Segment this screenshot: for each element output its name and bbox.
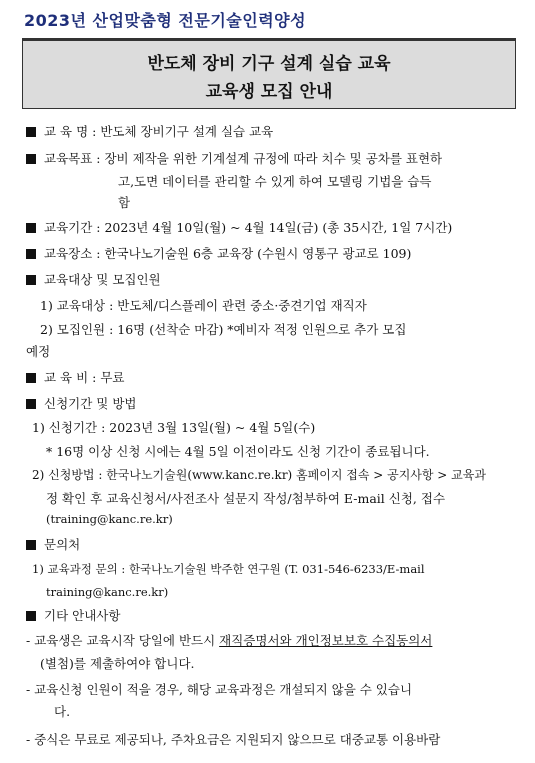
square-bullet-icon [26,275,36,285]
place-row: 교육장소 : 한국나노기술원 6층 교육장 (수원시 영통구 광교로 109) [26,248,411,261]
etc-item-2: - 교육신청 인원이 적을 경우, 해당 교육과정은 개설되지 않을 수 있습니 [26,682,413,697]
square-bullet-icon [26,127,36,137]
square-bullet-icon [26,154,36,164]
title-box [22,38,516,109]
etc-item-1-text: - 교육생은 교육시작 당일에 반드시 [26,633,220,648]
goal-label: 교육목표 [44,151,93,166]
contact-line-1: 1) 교육과정 문의 : 한국나노기술원 박주한 연구원 (T. 031-546-6233/E-mail [32,562,425,576]
goal-line-1: 장비 제작을 위한 기계설계 규정에 따라 치수 및 공차를 표현하 [104,151,443,166]
square-bullet-icon [26,540,36,550]
period-label: 교육기간 [44,220,93,235]
goal-row: 교육목표 : 장비 제작을 위한 기계설계 규정에 따라 치수 및 공차를 표현하 [26,153,442,166]
apply-item-2-line-2: 정 확인 후 교육신청서/사전조사 설문지 작성/첨부하여 E-mail 신청, 접수 [46,491,446,506]
etc-heading-row [26,610,120,623]
square-bullet-icon [26,373,36,383]
etc-item-2-cont: 다. [54,704,71,719]
document-header-title: 2023년 산업맞춤형 전문기술인력양성 [24,11,307,30]
fee-label: 교 육 비 [44,370,89,385]
fee-value: 무료 [100,370,125,385]
apply-item-1: 1) 신청기간 : 2023년 3월 13일(월) ~ 4월 5일(수) [32,420,316,435]
apply-item-2-line-3: (training@kanc.re.kr) [46,512,173,526]
contact-line-2: training@kanc.re.kr) [46,585,169,599]
square-bullet-icon [26,399,36,409]
fee-row: 교 육 비 : 무료 [26,372,125,385]
contact-heading: 문의처 [44,537,81,552]
etc-item-1 [26,635,432,648]
goal-line-3: 함 [118,195,131,210]
target-item-2-cont: 예정 [26,344,51,359]
goal-line-2: 고,도면 데이터를 관리할 수 있게 하여 모델링 기법을 습득 [118,174,432,189]
etc-heading: 기타 안내사항 [44,608,121,623]
target-item-1: 1) 교육대상 : 반도체/디스플레이 관련 중소·중견기업 재직자 [40,298,367,313]
period-value: 2023년 4월 10일(월) ~ 4월 14일(금) (총 35시간, 1일 7시간) [104,220,453,235]
apply-note: * 16명 이상 신청 시에는 4월 5일 이전이라도 신청 기간이 종료됩니다. [46,444,430,459]
target-heading-row [26,274,161,287]
square-bullet-icon [26,249,36,259]
apply-heading: 신청기간 및 방법 [44,396,137,411]
period-row: 교육기간 : 2023년 4월 10일(월) ~ 4월 14일(금) (총 35시간, 1일 7시간) [26,222,452,235]
etc-item-3: - 중식은 무료로 제공되나, 주차요금은 지원되지 않으므로 대중교통 이용바람 [26,732,441,747]
title-line-2: 교육생 모집 안내 [205,82,333,102]
contact-heading-row [26,539,80,552]
place-label: 교육장소 [44,246,93,261]
place-value: 한국나노기술원 6층 교육장 (수원시 영통구 광교로 109) [104,246,412,261]
apply-heading-row [26,398,136,411]
etc-item-1-cont: (별첨)를 제출하여야 합니다. [40,656,195,671]
course-name-row: 교 육 명 : 반도체 장비기구 설계 실습 교육 [26,126,273,139]
apply-item-2-line-1: 2) 신청방법 : 한국나노기술원(www.kanc.re.kr) 홈페이지 접속 > 공지사항 > 교육과 [32,468,486,482]
square-bullet-icon [26,223,36,233]
title-line-1: 반도체 장비 기구 설계 실습 교육 [147,54,391,74]
target-item-2: 2) 모집인원 : 16명 (선착순 마감) *예비자 적정 인원으로 추가 모집 [40,322,407,337]
course-name-value: 반도체 장비기구 설계 실습 교육 [100,124,274,139]
square-bullet-icon [26,611,36,621]
course-name-label: 교 육 명 [44,124,89,139]
target-heading: 교육대상 및 모집인원 [44,272,161,287]
etc-item-1-underlined: 재직증명서와 개인정보보호 수집동의서 [219,633,433,648]
